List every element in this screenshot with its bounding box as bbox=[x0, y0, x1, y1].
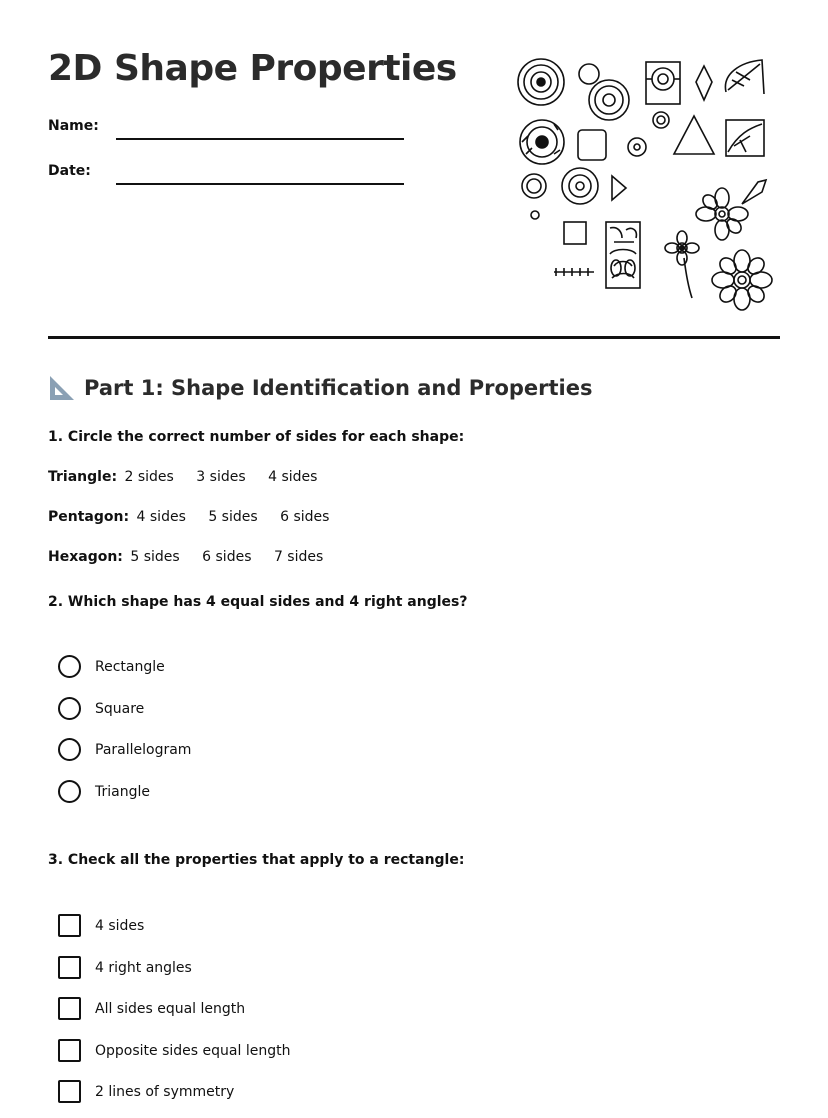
shape-row-triangle bbox=[48, 469, 335, 485]
radio-option-parallelogram[interactable] bbox=[58, 738, 191, 761]
radio-button[interactable] bbox=[58, 738, 81, 761]
side-option[interactable]: 7 sides bbox=[273, 549, 324, 565]
checkbox[interactable] bbox=[58, 956, 81, 979]
radio-button[interactable] bbox=[58, 697, 81, 720]
checkbox-label: Opposite sides equal length bbox=[95, 1042, 291, 1059]
checkbox-label: 4 sides bbox=[95, 917, 145, 934]
radio-option-triangle[interactable] bbox=[58, 780, 150, 803]
checkbox-label: 2 lines of symmetry bbox=[95, 1083, 235, 1100]
checkbox-option-2-lines-symmetry[interactable] bbox=[58, 1080, 234, 1103]
side-option[interactable]: 3 sides bbox=[196, 469, 246, 485]
date-label: Date: bbox=[48, 163, 91, 179]
checkbox-option-opposite-sides-equal[interactable] bbox=[58, 1039, 290, 1062]
checkbox-option-4-right-angles[interactable] bbox=[58, 956, 192, 979]
name-label: Name: bbox=[48, 118, 99, 134]
radio-label: Triangle bbox=[95, 783, 150, 800]
page-title: 2D Shape Properties bbox=[48, 48, 457, 89]
shape-row-pentagon bbox=[48, 509, 347, 525]
radio-label: Rectangle bbox=[95, 658, 165, 675]
part1-heading bbox=[48, 374, 593, 402]
checkbox-label: All sides equal length bbox=[95, 1000, 246, 1017]
question-2-prompt: 2. Which shape has 4 equal sides and 4 right angles? bbox=[48, 594, 468, 610]
checkbox[interactable] bbox=[58, 1080, 81, 1103]
question-3-prompt: 3. Check all the properties that apply to a rectangle: bbox=[48, 852, 465, 868]
part1-heading-text: Part 1: Shape Identification and Properties bbox=[84, 376, 593, 400]
checkbox-label: 4 right angles bbox=[95, 959, 192, 976]
side-option[interactable]: 2 sides bbox=[124, 469, 174, 485]
side-option[interactable]: 6 sides bbox=[280, 509, 330, 525]
name-line[interactable] bbox=[116, 138, 404, 140]
set-square-icon bbox=[48, 374, 76, 402]
side-option[interactable]: 4 sides bbox=[136, 509, 186, 525]
checkbox[interactable] bbox=[58, 997, 81, 1020]
checkbox-option-all-sides-equal[interactable] bbox=[58, 997, 245, 1020]
header-divider bbox=[48, 336, 780, 339]
side-option[interactable]: 6 sides bbox=[202, 549, 252, 565]
checkbox-option-4-sides[interactable] bbox=[58, 914, 144, 937]
shape-name: Triangle: bbox=[48, 469, 118, 485]
date-line[interactable] bbox=[116, 183, 404, 185]
checkbox[interactable] bbox=[58, 1039, 81, 1062]
question-1-prompt: 1. Circle the correct number of sides for each shape: bbox=[48, 429, 465, 445]
radio-button[interactable] bbox=[58, 780, 81, 803]
side-option[interactable]: 5 sides bbox=[130, 549, 180, 565]
checkbox[interactable] bbox=[58, 914, 81, 937]
shape-name: Hexagon: bbox=[48, 549, 123, 565]
radio-option-rectangle[interactable] bbox=[58, 655, 165, 678]
radio-option-square[interactable] bbox=[58, 697, 144, 720]
radio-label: Square bbox=[95, 700, 145, 717]
side-option[interactable]: 5 sides bbox=[208, 509, 258, 525]
shape-row-hexagon bbox=[48, 549, 341, 565]
radio-label: Parallelogram bbox=[95, 741, 192, 758]
shape-doodles-illustration bbox=[514, 54, 776, 312]
radio-button[interactable] bbox=[58, 655, 81, 678]
side-option[interactable]: 4 sides bbox=[268, 469, 318, 485]
shape-name: Pentagon: bbox=[48, 509, 130, 525]
